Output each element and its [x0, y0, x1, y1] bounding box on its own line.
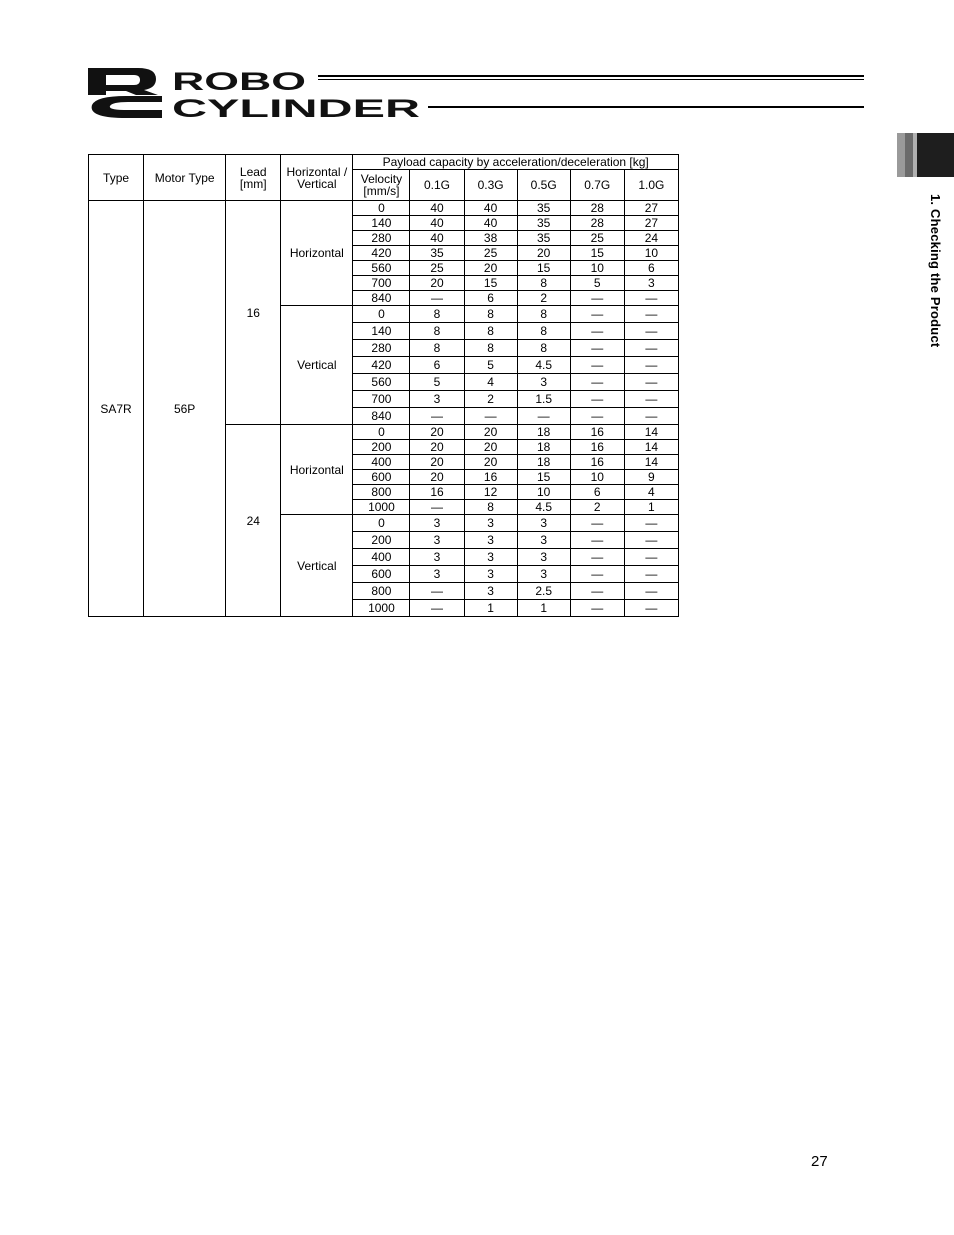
payload-table [88, 154, 679, 617]
table-row [89, 201, 679, 216]
payload-cell: — [570, 549, 624, 566]
payload-cell: 3 [410, 566, 464, 583]
payload-cell: 3 [464, 532, 517, 549]
payload-cell: 5 [464, 357, 517, 374]
velocity-cell: 400 [353, 455, 410, 470]
payload-cell: 10 [570, 261, 624, 276]
payload-cell: — [624, 374, 678, 391]
payload-cell: 15 [517, 470, 570, 485]
payload-cell: — [570, 566, 624, 583]
payload-cell: — [570, 515, 624, 532]
velocity-cell: 200 [353, 532, 410, 549]
payload-cell: — [570, 323, 624, 340]
payload-cell: 3 [517, 374, 570, 391]
payload-cell: — [410, 583, 464, 600]
payload-cell: 8 [464, 323, 517, 340]
payload-cell: 1 [517, 600, 570, 617]
payload-cell: 3 [410, 549, 464, 566]
velocity-cell: 0 [353, 306, 410, 323]
header-velocity: Velocity [mm/s] [353, 170, 410, 201]
payload-cell: 20 [464, 440, 517, 455]
payload-cell: 8 [410, 306, 464, 323]
velocity-cell: 1000 [353, 600, 410, 617]
payload-cell: 6 [464, 291, 517, 306]
payload-cell: 16 [570, 440, 624, 455]
motor-type-cell: 56P [144, 201, 226, 617]
payload-cell: 20 [410, 470, 464, 485]
payload-cell: — [624, 549, 678, 566]
payload-cell: 35 [517, 201, 570, 216]
payload-cell: 1 [624, 500, 678, 515]
payload-cell: 28 [570, 201, 624, 216]
payload-cell: 8 [464, 340, 517, 357]
payload-cell: 2 [517, 291, 570, 306]
payload-cell: 3 [410, 532, 464, 549]
payload-cell: 3 [517, 549, 570, 566]
payload-cell: 18 [517, 455, 570, 470]
payload-cell: 3 [517, 566, 570, 583]
payload-cell: 16 [570, 425, 624, 440]
payload-cell: — [570, 340, 624, 357]
header-accel: 0.7G [570, 170, 624, 201]
payload-cell: 3 [410, 515, 464, 532]
velocity-cell: 560 [353, 374, 410, 391]
payload-cell: — [517, 408, 570, 425]
velocity-cell: 800 [353, 583, 410, 600]
payload-cell: 28 [570, 216, 624, 231]
payload-cell: 10 [517, 485, 570, 500]
payload-cell: 15 [570, 246, 624, 261]
payload-cell: — [570, 532, 624, 549]
payload-cell: 12 [464, 485, 517, 500]
header-type: Type [89, 155, 144, 201]
header-rule-top [318, 75, 864, 77]
header-orientation: Horizontal / Vertical [281, 155, 353, 201]
payload-cell: — [624, 291, 678, 306]
payload-cell: 3 [464, 566, 517, 583]
payload-cell: 8 [517, 340, 570, 357]
payload-cell: — [624, 600, 678, 617]
velocity-cell: 280 [353, 340, 410, 357]
velocity-cell: 840 [353, 291, 410, 306]
payload-cell: 4 [464, 374, 517, 391]
payload-cell: — [570, 291, 624, 306]
payload-cell: 8 [517, 306, 570, 323]
payload-cell: — [624, 532, 678, 549]
payload-cell: 10 [624, 246, 678, 261]
payload-cell: 3 [517, 532, 570, 549]
payload-cell: 1.5 [517, 391, 570, 408]
payload-cell: 9 [624, 470, 678, 485]
velocity-cell: 600 [353, 470, 410, 485]
payload-cell: 3 [624, 276, 678, 291]
payload-cell: 35 [517, 231, 570, 246]
payload-cell: — [624, 566, 678, 583]
payload-cell: — [570, 408, 624, 425]
payload-cell: 8 [517, 323, 570, 340]
payload-cell: 20 [410, 440, 464, 455]
payload-cell: — [410, 500, 464, 515]
chapter-tab-marker [897, 133, 954, 177]
payload-cell: 38 [464, 231, 517, 246]
payload-cell: 20 [464, 455, 517, 470]
payload-cell: — [570, 391, 624, 408]
header-accel: 0.1G [410, 170, 464, 201]
payload-cell: 15 [517, 261, 570, 276]
velocity-cell: 400 [353, 549, 410, 566]
header-accel: 0.5G [517, 170, 570, 201]
payload-cell: — [570, 306, 624, 323]
payload-cell: 20 [410, 455, 464, 470]
velocity-cell: 800 [353, 485, 410, 500]
payload-cell: 16 [464, 470, 517, 485]
payload-cell: 4 [624, 485, 678, 500]
header-payload-caption: Payload capacity by acceleration/deceleration [kg] [353, 155, 679, 170]
payload-cell: — [624, 323, 678, 340]
payload-cell: — [570, 357, 624, 374]
payload-cell: 1 [464, 600, 517, 617]
payload-cell: 8 [464, 306, 517, 323]
payload-cell: 40 [410, 216, 464, 231]
lead-cell: 16 [226, 201, 281, 425]
payload-cell: 14 [624, 440, 678, 455]
payload-cell: 6 [410, 357, 464, 374]
payload-cell: 18 [517, 425, 570, 440]
velocity-cell: 840 [353, 408, 410, 425]
payload-cell: 8 [410, 340, 464, 357]
payload-cell: 16 [570, 455, 624, 470]
logo-line1: ROBO [172, 68, 306, 96]
velocity-cell: 200 [353, 440, 410, 455]
payload-cell: 20 [410, 425, 464, 440]
velocity-cell: 700 [353, 391, 410, 408]
payload-cell: — [410, 600, 464, 617]
header-accel: 0.3G [464, 170, 517, 201]
payload-cell: 6 [624, 261, 678, 276]
type-cell: SA7R [89, 201, 144, 617]
logo-line2: CYLINDER [172, 95, 420, 120]
payload-cell: — [624, 515, 678, 532]
payload-cell: 4.5 [517, 357, 570, 374]
payload-cell: 40 [410, 231, 464, 246]
header-lead: Lead [mm] [226, 155, 281, 201]
payload-cell: 20 [464, 425, 517, 440]
payload-cell: — [624, 391, 678, 408]
payload-cell: 8 [410, 323, 464, 340]
velocity-cell: 0 [353, 515, 410, 532]
payload-cell: 2 [570, 500, 624, 515]
payload-cell: 16 [410, 485, 464, 500]
payload-cell: — [624, 583, 678, 600]
header-rule-bottom [428, 106, 864, 108]
payload-cell: — [624, 408, 678, 425]
payload-cell: 3 [464, 515, 517, 532]
payload-cell: 3 [410, 391, 464, 408]
payload-cell: 25 [410, 261, 464, 276]
payload-cell: 40 [464, 201, 517, 216]
orientation-cell: Vertical [281, 515, 353, 617]
payload-cell: 40 [464, 216, 517, 231]
header-rule-top-thin [318, 79, 864, 80]
velocity-cell: 1000 [353, 500, 410, 515]
payload-cell: 20 [464, 261, 517, 276]
payload-cell: 3 [464, 583, 517, 600]
payload-cell: 25 [570, 231, 624, 246]
velocity-cell: 420 [353, 246, 410, 261]
payload-cell: 4.5 [517, 500, 570, 515]
payload-cell: — [624, 340, 678, 357]
payload-cell: 20 [410, 276, 464, 291]
velocity-cell: 420 [353, 357, 410, 374]
page-number: 27 [811, 1153, 828, 1170]
payload-cell: 18 [517, 440, 570, 455]
payload-cell: 10 [570, 470, 624, 485]
payload-cell: 35 [410, 246, 464, 261]
chapter-label: 1. Checking the Product [928, 194, 943, 348]
payload-cell: 20 [517, 246, 570, 261]
payload-cell: 14 [624, 425, 678, 440]
payload-cell: 35 [517, 216, 570, 231]
velocity-cell: 0 [353, 201, 410, 216]
payload-cell: 2.5 [517, 583, 570, 600]
velocity-cell: 600 [353, 566, 410, 583]
payload-cell: 8 [464, 500, 517, 515]
payload-cell: 14 [624, 455, 678, 470]
payload-table-body [89, 201, 679, 617]
velocity-cell: 0 [353, 425, 410, 440]
velocity-cell: 140 [353, 323, 410, 340]
payload-cell: 5 [570, 276, 624, 291]
payload-cell: 6 [570, 485, 624, 500]
velocity-cell: 140 [353, 216, 410, 231]
payload-cell: 27 [624, 201, 678, 216]
payload-cell: 8 [517, 276, 570, 291]
velocity-cell: 700 [353, 276, 410, 291]
payload-cell: 40 [410, 201, 464, 216]
header-motor-type: Motor Type [144, 155, 226, 201]
payload-cell: 27 [624, 216, 678, 231]
payload-cell: — [570, 583, 624, 600]
payload-cell: 3 [517, 515, 570, 532]
orientation-cell: Horizontal [281, 201, 353, 306]
payload-cell: — [410, 408, 464, 425]
orientation-cell: Vertical [281, 306, 353, 425]
payload-cell: — [464, 408, 517, 425]
payload-cell: 25 [464, 246, 517, 261]
payload-cell: 15 [464, 276, 517, 291]
orientation-cell: Horizontal [281, 425, 353, 515]
velocity-cell: 280 [353, 231, 410, 246]
payload-cell: 3 [464, 549, 517, 566]
payload-cell: — [410, 291, 464, 306]
payload-cell: 5 [410, 374, 464, 391]
payload-cell: 2 [464, 391, 517, 408]
payload-cell: — [570, 374, 624, 391]
payload-cell: 24 [624, 231, 678, 246]
velocity-cell: 560 [353, 261, 410, 276]
payload-cell: — [624, 357, 678, 374]
lead-cell: 24 [226, 425, 281, 617]
payload-cell: — [570, 600, 624, 617]
header-accel: 1.0G [624, 170, 678, 201]
payload-cell: — [624, 306, 678, 323]
